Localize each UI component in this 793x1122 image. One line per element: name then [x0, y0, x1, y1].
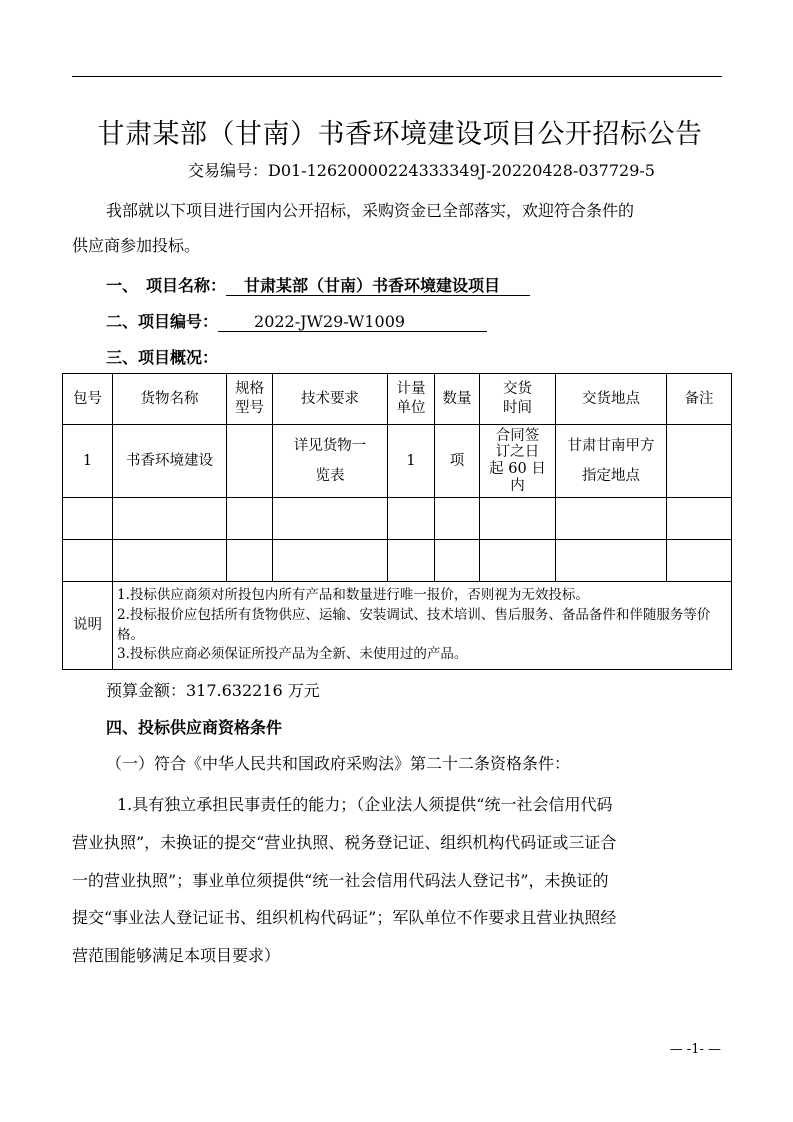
header-name: 货物名称 [113, 374, 227, 425]
page-number: — -1- — [669, 1042, 721, 1057]
cell-qty: 项 [435, 425, 480, 498]
header-place: 交货地点 [556, 374, 667, 425]
cell-time: 合同签 订之日 起 60 日 内 [480, 425, 556, 498]
sub-section-1: （一）符合《中华人民共和国政府采购法》第二十二条资格条件： [106, 754, 571, 773]
note-3: 3.投标供应商必须保证所投产品为全新、未使用过的产品。 [117, 646, 468, 663]
items-table [62, 373, 732, 670]
header-spec: 规格 型号 [227, 374, 273, 425]
table-row-empty [63, 498, 732, 540]
section-1-label: 一、 项目名称： [106, 276, 227, 295]
note-1: 1.投标供应商须对所投包内所有产品和数量进行唯一报价，否则视为无效投标。 [117, 587, 589, 604]
para-1-line-5: 营范围能够满足本项目要求） [72, 946, 281, 965]
intro-line-2: 供应商参加投标。 [72, 236, 201, 255]
trade-number: 交易编号：D01-12620000224333349J-20220428-037729-5 [188, 161, 655, 180]
section-2-label: 二、项目编号： [106, 312, 219, 331]
section-2 [106, 314, 487, 332]
para-1-line-4: 提交“事业法人登记证书、组织机构代码证”；军队单位不作要求且营业执照经 [72, 908, 617, 927]
table-row-empty [63, 540, 732, 582]
header-qty: 数量 [435, 374, 480, 425]
header-time: 交货 时间 [480, 374, 556, 425]
cell-tech: 详见货物一 览表 [273, 425, 388, 498]
header-tech: 技术要求 [273, 374, 388, 425]
header-unit: 计量 单位 [388, 374, 435, 425]
section-4: 四、投标供应商资格条件 [106, 718, 283, 737]
intro-line-1: 我部就以下项目进行国内公开招标，采购资金已全部落实，欢迎符合条件的 [106, 201, 635, 220]
cell-unit: 1 [388, 425, 435, 498]
document-title: 甘肃某部（甘南）书香环境建设项目公开招标公告 [97, 119, 703, 150]
cell-name: 书香环境建设 [113, 425, 227, 498]
para-1-line-3: 一的营业执照”；事业单位须提供“统一社会信用代码法人登记书”，未换证的 [72, 871, 609, 890]
project-number: 2022-JW29-W1009 [218, 314, 487, 332]
table-header-row [63, 374, 732, 425]
cell-place: 甘肃甘南甲方 指定地点 [556, 425, 667, 498]
cell-pkg: 1 [63, 425, 113, 498]
cell-spec [227, 425, 273, 498]
section-3: 三、项目概况： [106, 348, 219, 367]
table-row [63, 425, 732, 498]
project-name: 甘肃某部（甘南）书香环境建设项目 [226, 278, 530, 296]
notes-row [63, 582, 732, 670]
notes-label: 说明 [63, 582, 113, 670]
para-1-line-1: 1.具有独立承担民事责任的能力；（企业法人须提供“统一社会信用代码 [117, 795, 613, 814]
budget: 预算金额：317.632216 万元 [106, 681, 320, 700]
note-2: 2.投标报价应包括所有货物供应、运输、安装调试、技术培训、售后服务、备品备件和伴随服务等价格。 [117, 606, 711, 643]
header-remark: 备注 [667, 374, 732, 425]
notes-content [113, 582, 732, 670]
section-1 [106, 278, 530, 296]
cell-remark [667, 425, 732, 498]
para-1-line-2: 营业执照”，未换证的提交“营业执照、税务登记证、组织机构代码证或三证合 [72, 833, 617, 852]
header-rule [72, 76, 722, 77]
header-pkg: 包号 [63, 374, 113, 425]
